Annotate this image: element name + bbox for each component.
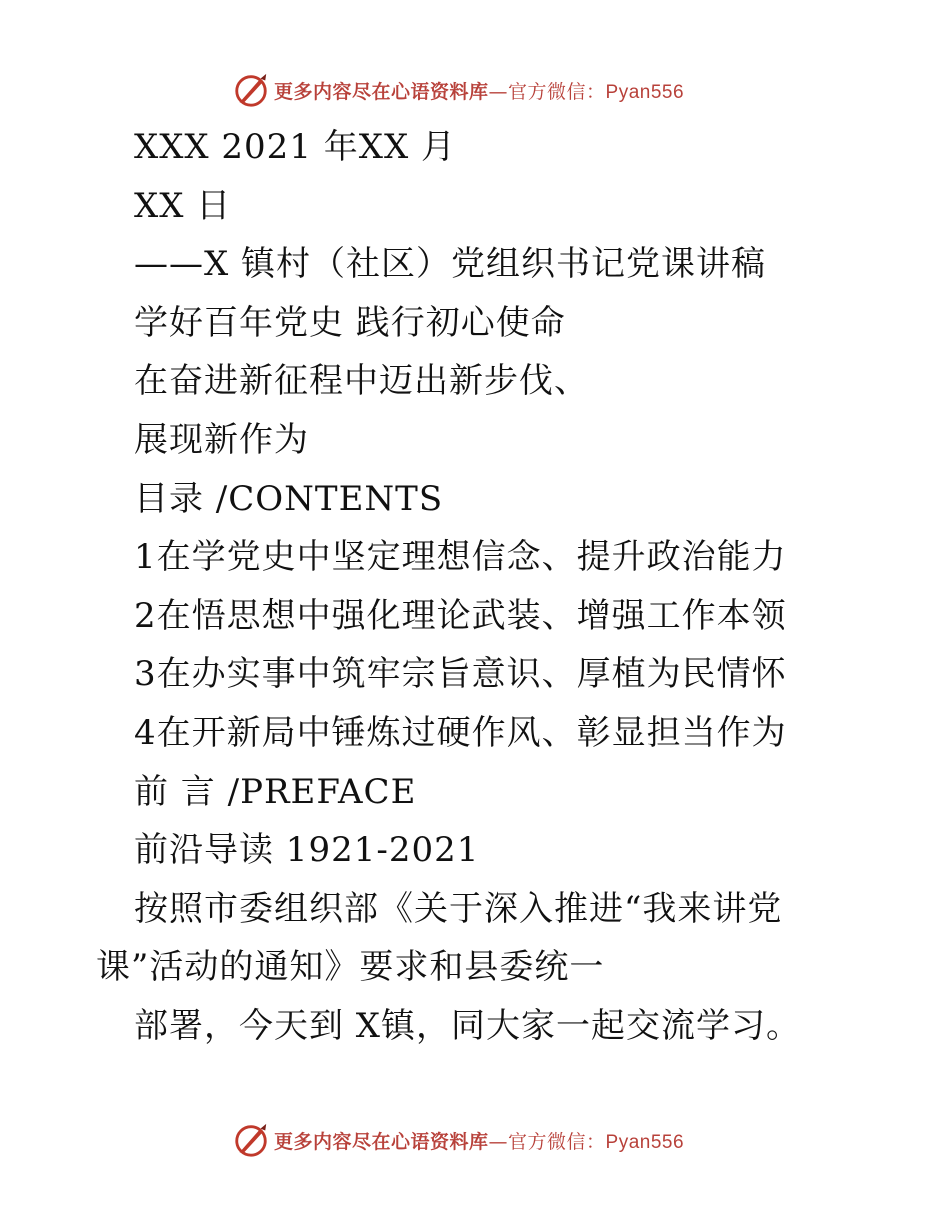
watermark-text (274, 77, 684, 104)
body-paragraph-line-1: 按照市委组织部《关于深入推进“我来讲党 (134, 888, 783, 929)
contents-item-2: 2在悟思想中强化理论武装、增强工作本领 (134, 595, 787, 636)
watermark-official-wechat: 官方微信： (508, 1130, 606, 1153)
body-paragraph-line-3: 部署，今天到 X镇，同大家一起交流学习。 (134, 1005, 802, 1046)
subtitle-line: ——X 镇村（社区）党组织书记党课讲稿 (134, 244, 767, 285)
footer-watermark (232, 1120, 684, 1160)
contents-item-4: 4在开新局中锤炼过硬作风、彰显担当作为 (134, 712, 787, 753)
quill-logo-icon (232, 71, 270, 109)
document-body (96, 118, 896, 1056)
quill-logo-icon (232, 1121, 270, 1159)
watermark-site-name: 更多内容尽在心语资料库 (274, 80, 489, 103)
title-line-2: 在奋进新征程中迈出新步伐、 (134, 361, 589, 402)
title-line-1: 学好百年党史 践行初心使命 (134, 302, 566, 343)
watermark-official-wechat: 官方微信： (508, 80, 606, 103)
contents-heading: 目录 /CONTENTS (134, 478, 444, 519)
watermark-text (274, 1127, 684, 1154)
watermark-account-id: Pyan556 (605, 1131, 685, 1153)
title-line-3: 展现新作为 (134, 419, 309, 460)
date-line: XXX 2021 年XX 月 (134, 127, 456, 167)
header-watermark (232, 70, 684, 110)
date-day-line: XX 日 (134, 185, 232, 226)
contents-item-1: 1在学党史中坚定理想信念、提升政治能力 (134, 537, 787, 578)
preface-lead: 前沿导读 1921-2021 (134, 830, 480, 871)
watermark-site-name: 更多内容尽在心语资料库 (274, 1130, 489, 1153)
watermark-dash: — (488, 80, 509, 103)
watermark-dash: — (488, 1130, 509, 1153)
preface-heading: 前 言 /PREFACE (134, 771, 417, 812)
body-paragraph-line-2: 课”活动的通知》要求和县委统一 (96, 947, 605, 988)
watermark-account-id: Pyan556 (605, 81, 685, 103)
contents-item-3: 3在办实事中筑牢宗旨意识、厚植为民情怀 (134, 654, 787, 695)
